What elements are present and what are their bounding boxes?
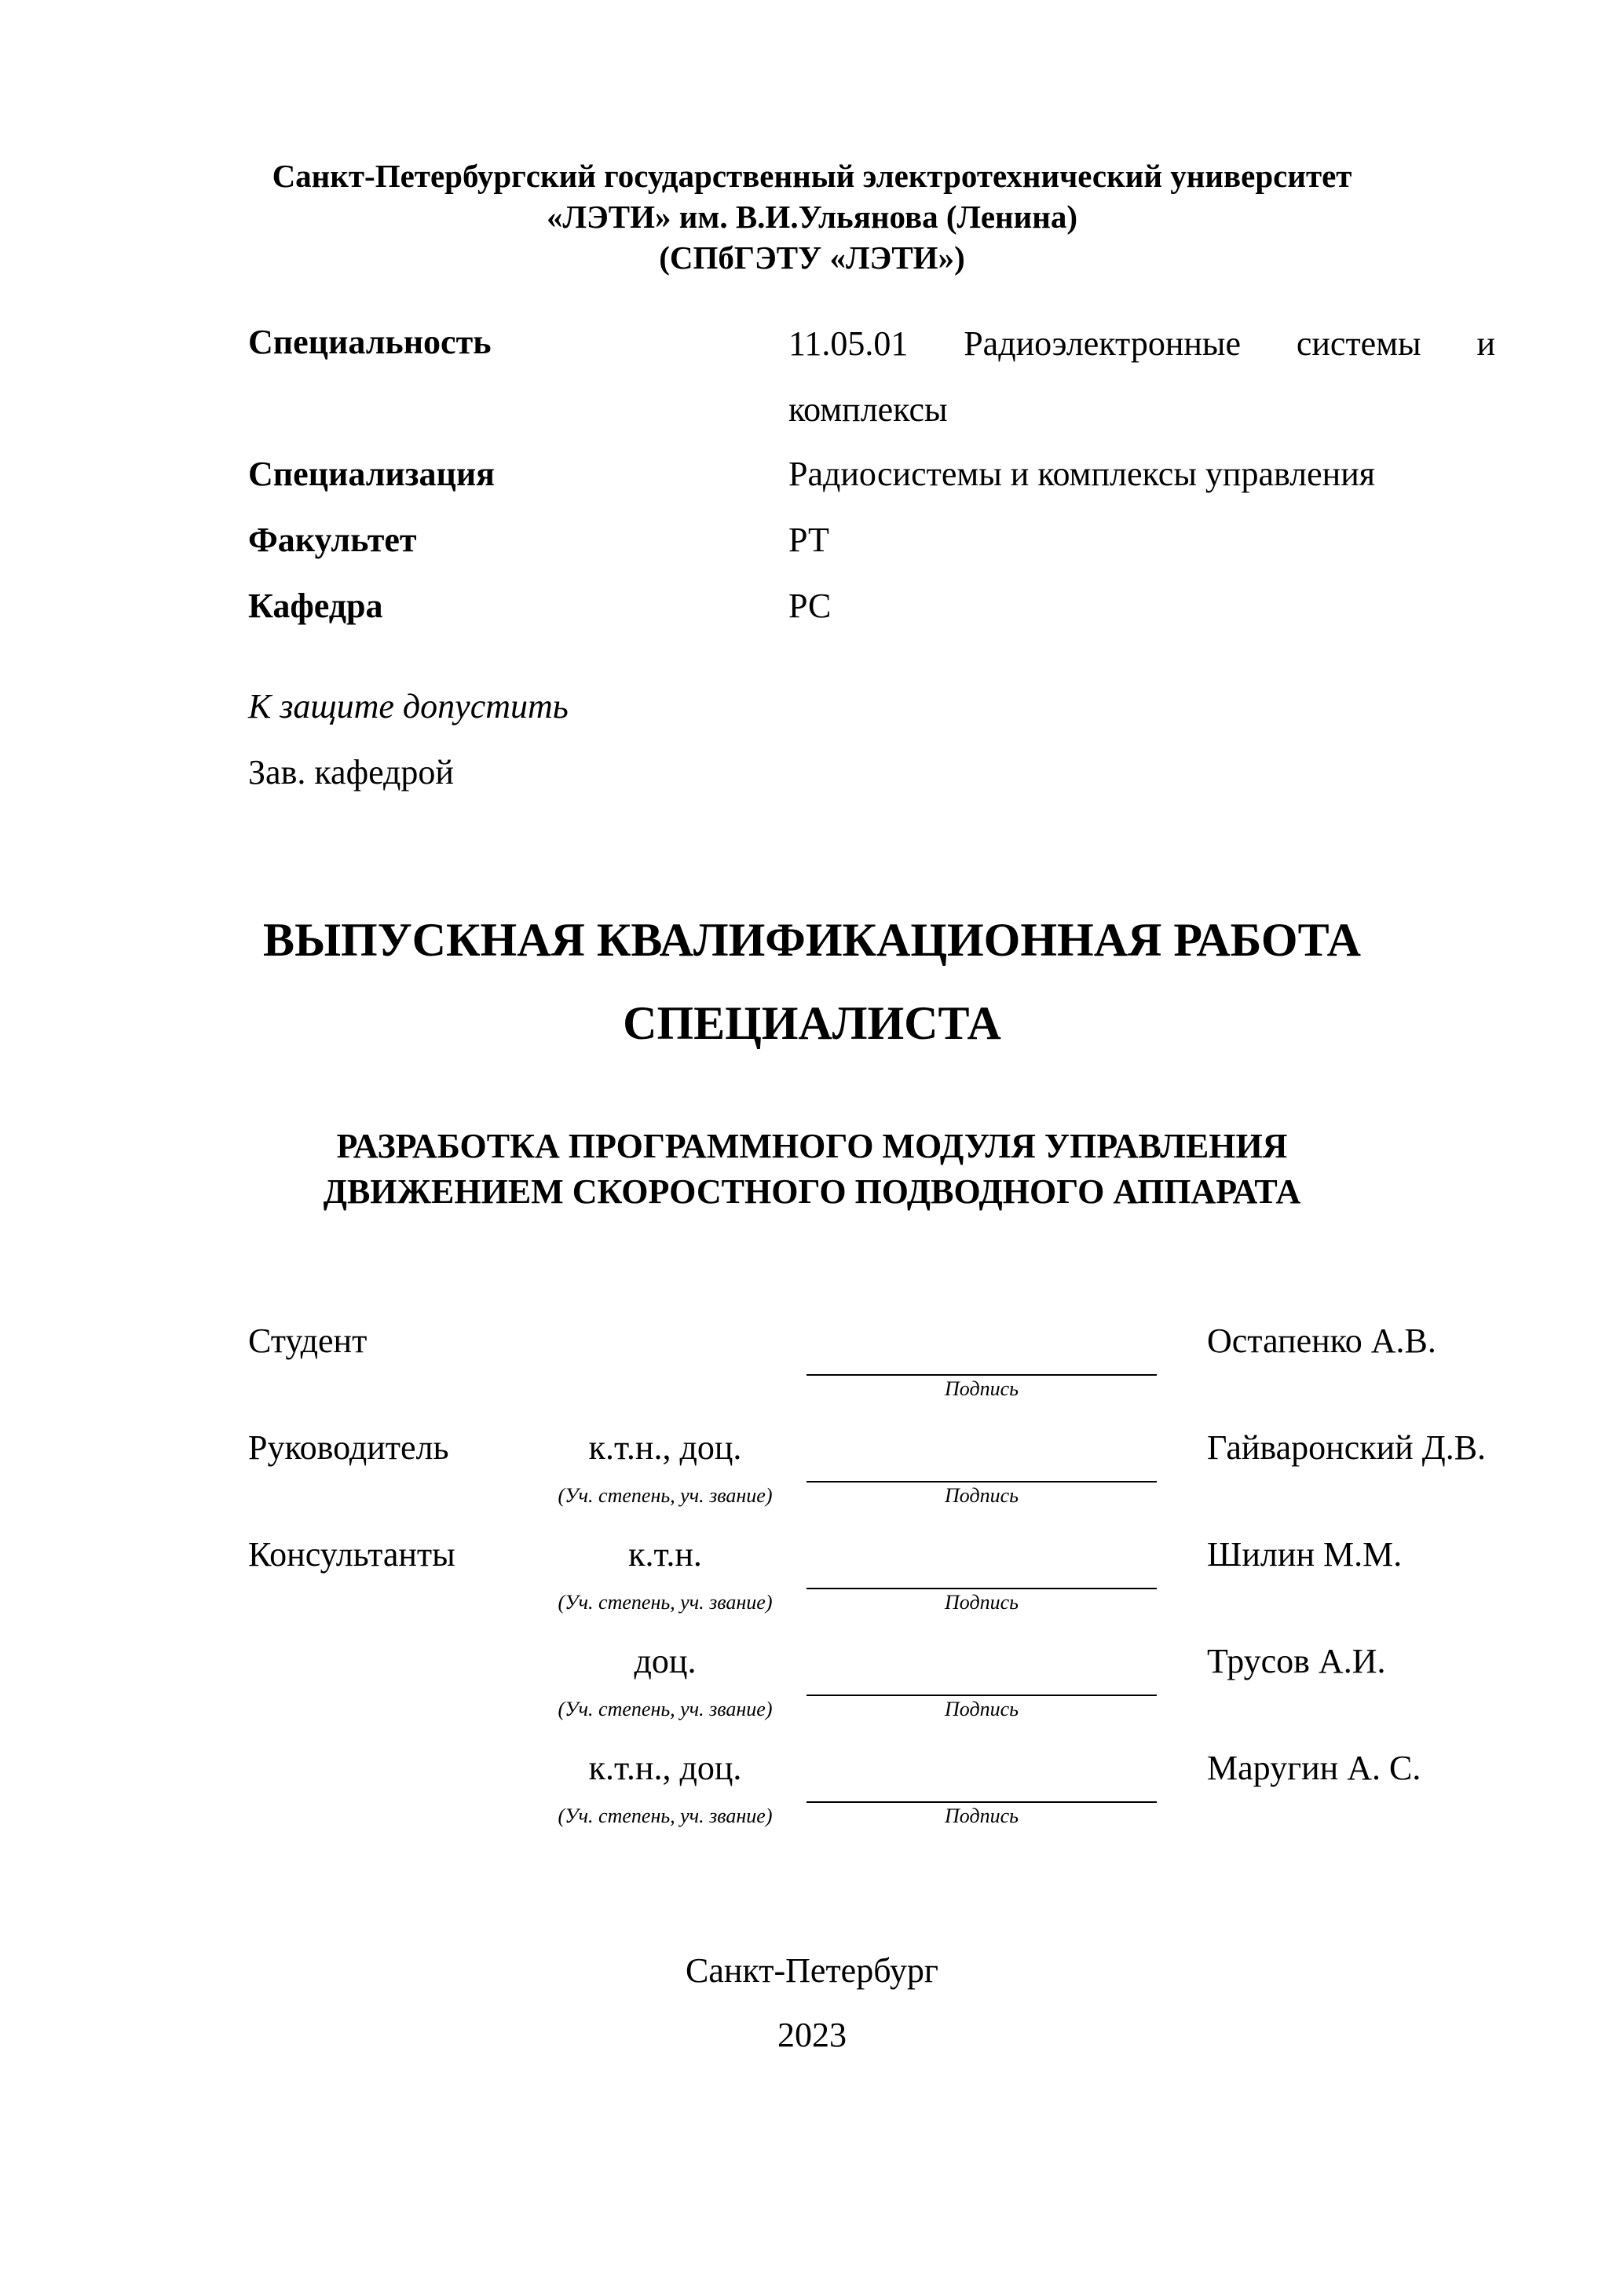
academic-degree: к.т.н.	[628, 1535, 702, 1574]
admission-text: К защите допустить	[248, 687, 569, 726]
signature-line	[807, 1481, 1157, 1483]
signatory-name: Гайваронский Д.В.	[1207, 1428, 1487, 1467]
signature-line	[807, 1801, 1157, 1803]
university-name-line1: Санкт-Петербургский государственный электротехнический университет	[272, 158, 1352, 194]
signature-caption: Подпись	[945, 1484, 1019, 1507]
degree-caption: (Уч. степень, уч. звание)	[558, 1484, 773, 1507]
academic-degree: к.т.н., доц.	[588, 1428, 742, 1467]
faculty-label: Факультет	[248, 521, 417, 559]
academic-degree: доц.	[634, 1642, 697, 1680]
specialty-value-line1: 11.05.01 Радиоэлектронные системы и	[788, 324, 1495, 363]
department-label: Кафедра	[248, 587, 383, 625]
signature-line	[807, 1588, 1157, 1589]
signature-caption: Подпись	[945, 1377, 1019, 1400]
specialty-value-line2: комплексы	[788, 390, 948, 429]
topic-title-line2: ДВИЖЕНИЕМ СКОРОСТНОГО ПОДВОДНОГО АППАРАТА	[323, 1172, 1301, 1211]
signatory-name: Маругин А. С.	[1207, 1749, 1421, 1787]
department-value: РС	[788, 587, 832, 625]
degree-caption: (Уч. степень, уч. звание)	[558, 1591, 773, 1614]
signature-caption: Подпись	[945, 1698, 1019, 1720]
signature-role: Руководитель	[248, 1428, 449, 1467]
degree-caption: (Уч. степень, уч. звание)	[558, 1698, 773, 1720]
signatory-name: Трусов А.И.	[1207, 1642, 1386, 1680]
signatory-name: Шилин М.М.	[1207, 1535, 1403, 1574]
degree-caption: (Уч. степень, уч. звание)	[558, 1804, 773, 1827]
university-abbreviation: (СПбГЭТУ «ЛЭТИ»)	[659, 239, 965, 276]
signature-role: Консультанты	[248, 1535, 455, 1574]
topic-title-line1: РАЗРАБОТКА ПРОГРАММНОГО МОДУЛЯ УПРАВЛЕНИЯ	[336, 1127, 1288, 1165]
signature-line	[807, 1374, 1157, 1376]
specialization-value: Радиосистемы и комплексы управления	[788, 455, 1375, 493]
signature-caption: Подпись	[945, 1804, 1019, 1827]
signature-role: Студент	[248, 1322, 368, 1360]
faculty-value: РТ	[788, 521, 829, 559]
academic-degree: к.т.н., доц.	[588, 1749, 742, 1787]
specialty-value	[788, 311, 1495, 443]
city: Санкт-Петербург	[686, 1951, 938, 1990]
signatory-name: Остапенко А.В.	[1207, 1322, 1436, 1360]
year: 2023	[777, 2016, 847, 2054]
signature-caption: Подпись	[945, 1591, 1019, 1614]
signature-line	[807, 1695, 1157, 1696]
specialization-label: Специализация	[248, 455, 495, 493]
work-type-title-line1: ВЫПУСКНАЯ КВАЛИФИКАЦИОННАЯ РАБОТА	[263, 914, 1361, 966]
specialty-label: Специальность	[248, 323, 492, 361]
department-head-text: Зав. кафедрой	[248, 753, 454, 792]
university-name-line2: «ЛЭТИ» им. В.И.Ульянова (Ленина)	[546, 199, 1078, 235]
work-type-title-line2: СПЕЦИАЛИСТА	[623, 997, 1001, 1049]
